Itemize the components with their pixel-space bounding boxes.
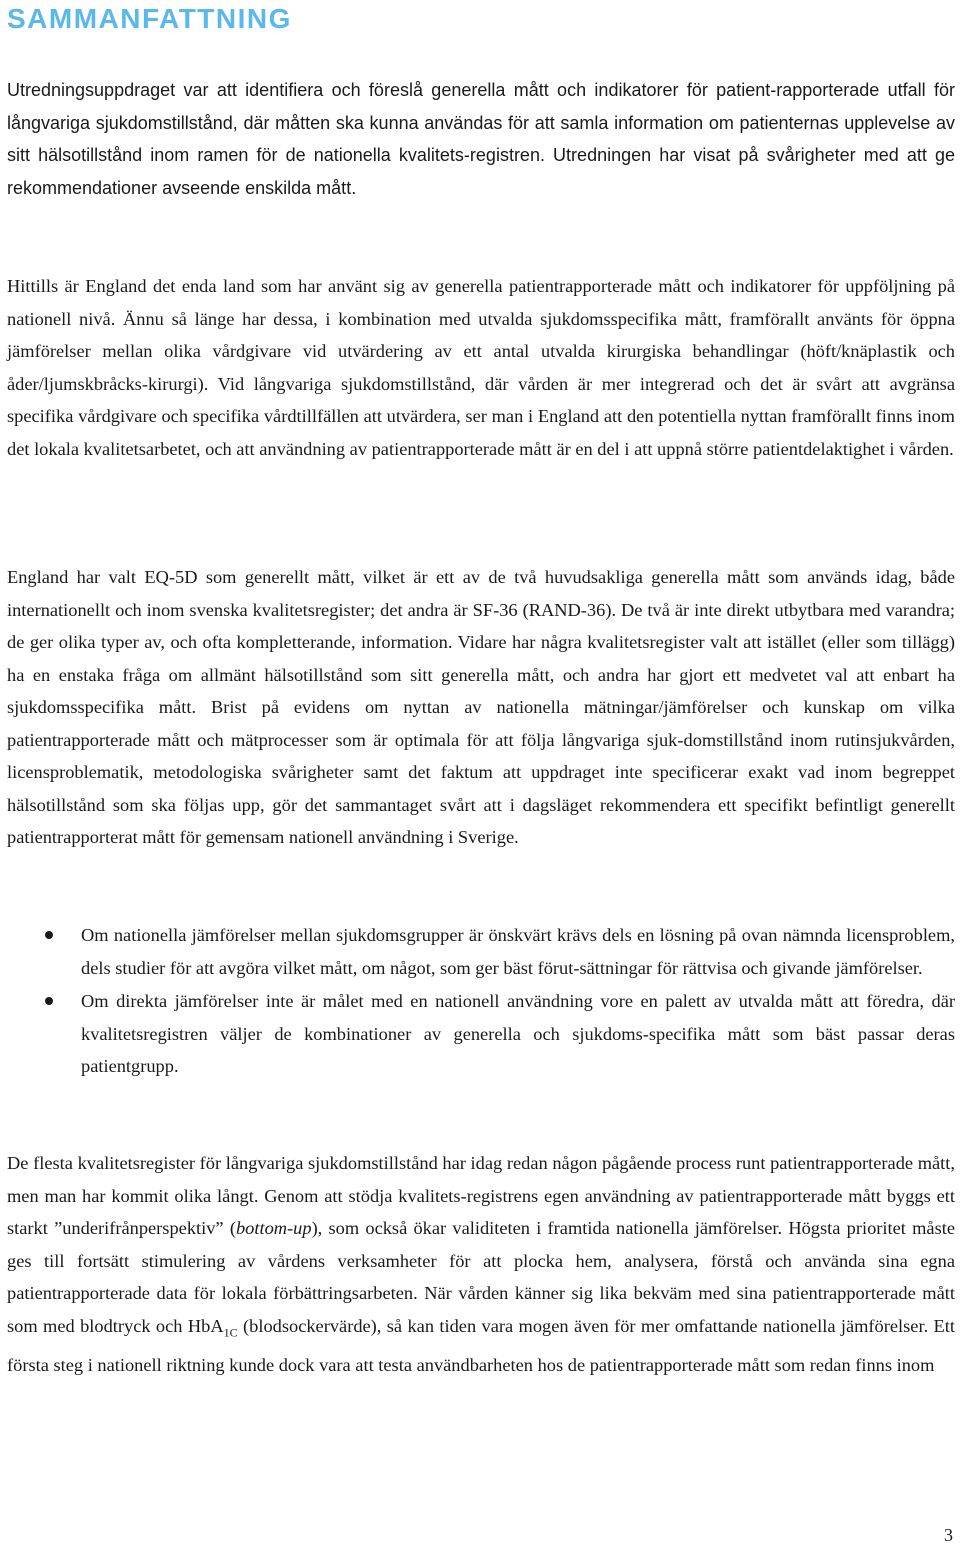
list-item <box>7 919 955 984</box>
paragraph-measures: England har valt EQ-5D som generellt mått, vilket är ett av de två huvudsakliga generella mått som används idag, både internationellt och inom svenska kvalitetsregister; det andra är SF-36 (RAND-36). De två är inte direkt utbytbara med varandra; de ger olika typer av, och ofta kompletterande, information. Vidare har några kvalitetsregister valt att istället (eller som tillägg) ha en enstaka fråga om allmänt hälsotillstånd som sitt generella mått, och andra har gjort ett medvetet val att enbart ha sjukdomsspecifika mått. Brist på evidens om nyttan av nationella mätningar/jämförelser och kunskap om vilka patientrapporterade mått och mätprocesser som är optimala för att följa långvariga sjuk-domstillstånd inom rutinsjukvården, licensproblematik, metodologiska svårigheter samt det faktum att uppdraget inte specificerar exakt vad inom begreppet hälsotillstånd som ska följas upp, gör det sammantaget svårt att i dagsläget rekommendera ett specifikt befintligt generellt patientrapporterat mått för gemensam nationell användning i Sverige. <box>7 567 955 847</box>
paragraph-text-part: ), som också ökar validiteten i framtida nationella jämförelser. Högsta prioritet måste ges till fortsätt stimulering av vårdens verksamheter för att plocka hem, analysera, förstå och använda sina egna patientrapporterade data för lokala förbättringsarbeten. När vården känner sig lika bekväm med sina patientrapporterade mått som med blodtryck och HbA <box>7 1218 955 1336</box>
paragraph-text-part: De flesta kvalitetsregister för långvariga sjukdomstillstånd har idag redan någon pågående process runt patientrapporterade mått, men man har kommit olika långt. Genom att stödja kvalitets-registrens egen användning av patientrapporterade mått byggs ett starkt ”underifrånperspektiv” ( <box>7 1153 955 1238</box>
bullet-icon <box>45 931 53 939</box>
page-number: 3 <box>944 1525 953 1545</box>
section-heading: SAMMANFATTNING <box>7 3 292 34</box>
list-item <box>7 985 955 1083</box>
recommendation-list <box>7 919 955 1084</box>
paragraph-text-part: (blodsockervärde), så kan tiden vara mogen även för mer omfattande nationella jämförelser. Ett första steg i nationell riktning kunde dock vara att testa användbarheten hos de patientrapporterade mått som redan finns inom <box>7 1315 955 1375</box>
paragraph-assignment: Utredningsuppdraget var att identifiera och föreslå generella mått och indikatorer för patient-rapporterade utfall för långvariga sjukdomstillstånd, där måtten ska kunna användas för att samla information om patienternas upplevelse av sitt hälsotillstånd inom ramen för de nationella kvalitets-registren. Utredningen har visat på svårigheter med att ge rekommendationer avseende enskilda mått. <box>7 80 955 198</box>
bullet-icon <box>45 997 53 1005</box>
paragraph-england: Hittills är England det enda land som har använt sig av generella patientrapporterade mått och indikatorer för uppföljning på nationell nivå. Ännu så länge har dessa, i kombination med utvalda sjukdomsspecifika mått, framförallt använts för öppna jämförelser mellan olika vårdgivare vid utvärdering av ett antal utvalda kirurgiska behandlingar (höft/knäplastik och åder/ljumskbråcks-kirurgi). Vid långvariga sjukdomstillstånd, där vården är mer integrerad och det är svårt att avgränsa specifika vårdgivare och specifika vårdtillfällen att utvärdera, ser man i England att den potentiella nyttan framförallt finns inom det lokala kvalitetsarbetet, och att användning av patientrapporterade mått är en del i att uppnå större patientdelaktighet i vården. <box>7 276 955 459</box>
list-item-text: Om direkta jämförelser inte är målet med en nationell användning vore en palett av utvalda mått att föredra, där kvalitetsregistren väljer de kombinationer av generella och sjukdoms-specifika mått som bäst passar deras patientgrupp. <box>81 991 955 1076</box>
list-item-text: Om nationella jämförelser mellan sjukdomsgrupper är önskvärt krävs dels en lösning på ovan nämnda licensproblem, dels studier för att avgöra vilket mått, om något, som ger bäst förut-sättningar för rättvisa och givande jämförelser. <box>81 925 955 978</box>
paragraph-registers <box>7 1147 955 1381</box>
italic-term: bottom-up <box>235 1218 312 1238</box>
subscript-term: 1C <box>223 1325 238 1340</box>
